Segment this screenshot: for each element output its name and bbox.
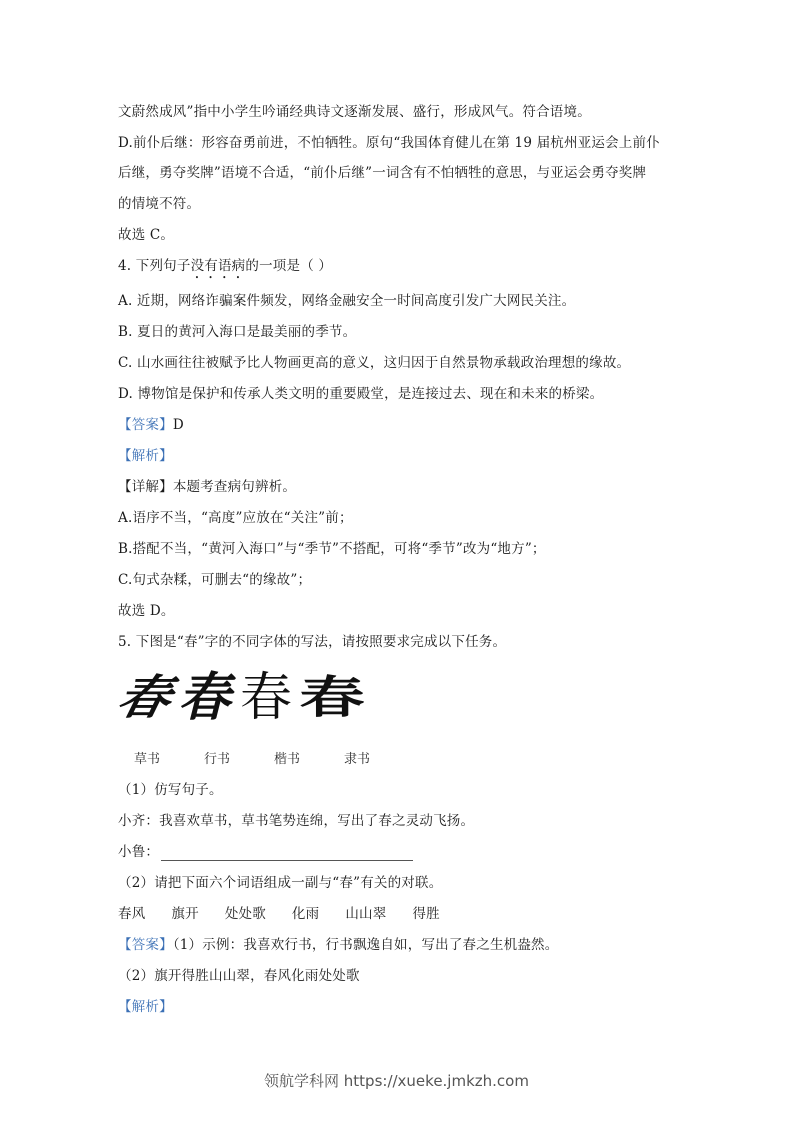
calligraphy-kai: 春	[240, 668, 293, 728]
q4-option-b: B. 夏日的黄河入海口是最美丽的季节。	[118, 324, 357, 340]
detail-line: 故选 D。	[118, 603, 175, 619]
sub2-title: （2）请把下面六个词语组成一副与“春”有关的对联。	[118, 875, 443, 891]
calligraphy-li: 春	[299, 671, 365, 724]
q4-prefix: 4. 下列句子	[118, 258, 191, 274]
caption-li: 隶书	[344, 752, 371, 767]
analysis-label: 【解析】	[118, 999, 173, 1015]
answer-label: 【答案】	[118, 417, 173, 433]
sub1-title: （1）仿写句子。	[118, 782, 223, 798]
sub1-example: 小齐：我喜欢草书，草书笔势连绵，写出了春之灵动飞扬。	[118, 813, 475, 829]
detail-line: B.搭配不当，“黄河入海口”与“季节”不搭配，可将“季节”改为“地方”；	[118, 541, 546, 557]
answer-text: （1）示例：我喜欢行书，行书飘逸自如，写出了春之生机盎然。	[172, 937, 559, 953]
question-4-stem	[118, 257, 332, 282]
q4-detail	[118, 478, 296, 496]
word-item: 化雨	[291, 906, 320, 922]
calligraphy-cao: 春	[112, 670, 176, 725]
answer-value: D	[172, 417, 184, 433]
q4-emphasis: 没有语病	[190, 258, 246, 274]
word-item: 处处歌	[224, 906, 266, 922]
fill-in-blank-line	[161, 846, 413, 861]
word-list	[118, 905, 466, 923]
word-item: 旗开	[171, 906, 199, 922]
blank-label: 小鲁：	[118, 844, 160, 860]
calligraphy-xing: 春	[178, 667, 231, 728]
calligraphy-image	[112, 667, 388, 730]
text-line: 文蔚然成风”指中小学生吟诵经典诗文逐渐发展、盛行，形成风气。符合语境。	[118, 104, 591, 120]
detail-label: 【详解】	[118, 479, 173, 495]
caption-kai: 楷书	[274, 752, 301, 767]
sub1-blank	[118, 843, 413, 861]
q5-answer-1	[118, 936, 558, 954]
q5-answer-2: （2）旗开得胜山山翠，春风化雨处处歌	[118, 968, 360, 984]
text-line: 后继，勇夺奖牌”语境不合适，“前仆后继”一词含有不怕牺牲的意思，与亚运会勇夺奖牌	[118, 165, 647, 181]
q4-option-d: D. 博物馆是保护和传承人类文明的重要殿堂，是连接过去、现在和未来的桥梁。	[118, 386, 604, 402]
q4-answer	[118, 416, 184, 434]
question-5-stem: 5. 下图是“春”字的不同字体的写法，请按照要求完成以下任务。	[118, 634, 507, 650]
text-line: D.前仆后继：形容奋勇前进，不怕牺牲。原句“我国体育健儿在第 19 届杭州亚运会上前仆	[118, 135, 660, 151]
detail-line: C.句式杂糅，可删去“的缘故”；	[118, 572, 312, 588]
footer-watermark: 领航学科网 https://xueke.jmkzh.com	[264, 1072, 529, 1090]
q4-option-c: C. 山水画往往被赋予比人物画更高的意义，这归因于自然景物承载政治理想的缘故。	[118, 355, 631, 371]
answer-label: 【答案】	[118, 937, 173, 953]
text-line: 故选 C。	[118, 227, 175, 243]
caption-xing: 行书	[204, 752, 231, 767]
word-item: 得胜	[412, 906, 440, 922]
analysis-label: 【解析】	[118, 448, 173, 464]
q4-option-a: A. 近期，网络诈骗案件频发，网络金融安全一时间高度引发广大网民关注。	[118, 293, 576, 309]
caption-cao: 草书	[134, 752, 161, 767]
text-line: 的情境不符。	[118, 196, 201, 212]
detail-text: 本题考查病句辨析。	[172, 479, 297, 495]
q4-suffix: 的一项是（ ）	[245, 258, 333, 274]
word-item: 春风	[118, 906, 146, 922]
word-item: 山山翠	[345, 906, 387, 922]
detail-line: A.语序不当，“高度”应放在“关注”前；	[118, 510, 353, 526]
